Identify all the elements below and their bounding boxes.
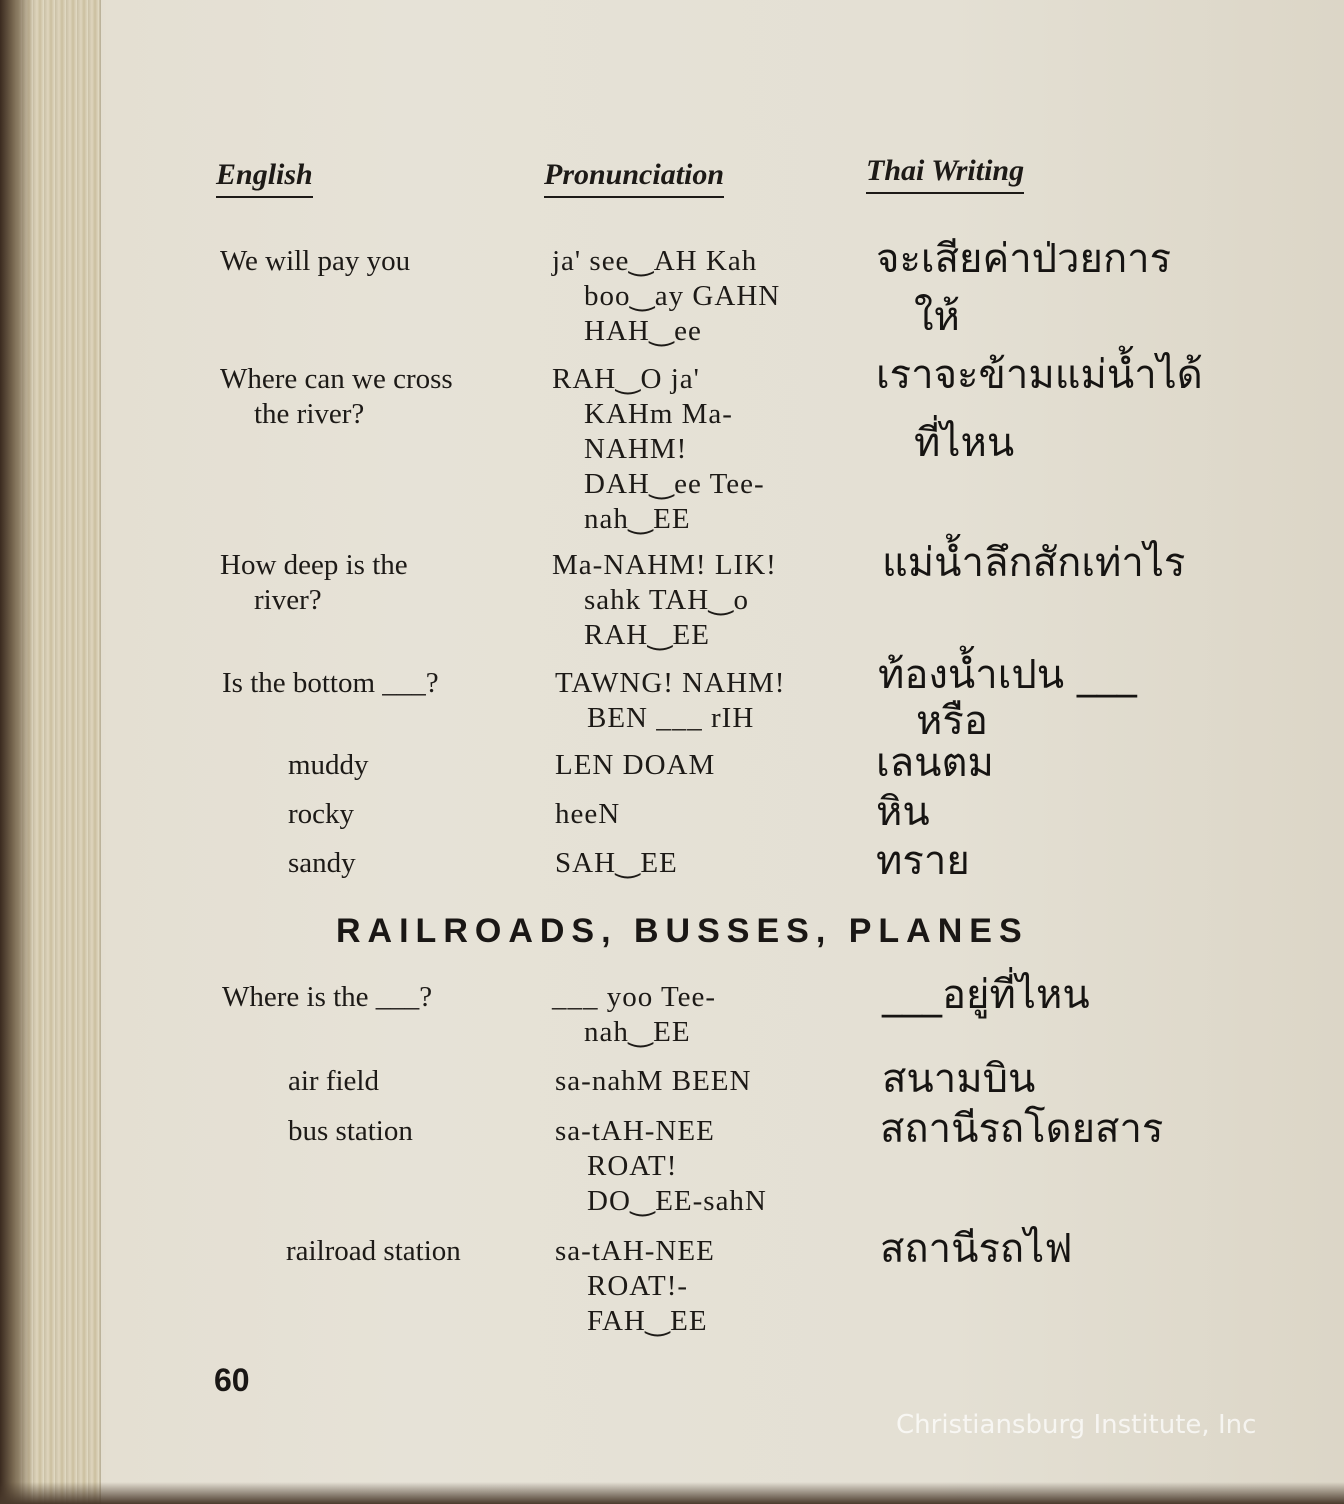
english-line: Is the bottom ___? bbox=[222, 667, 439, 699]
pronunciation-line: RAH‿EE bbox=[584, 619, 710, 651]
pronunciation-text bbox=[555, 1064, 751, 1099]
english-text bbox=[220, 548, 408, 618]
header-pronunciation: Pronunciation bbox=[544, 158, 724, 198]
pronunciation-line: LEN DOAM bbox=[555, 749, 716, 781]
thai-text bbox=[876, 832, 970, 890]
english-line: sandy bbox=[288, 847, 356, 879]
pronunciation-line: sa-tAH-NEE bbox=[555, 1115, 715, 1147]
english-text bbox=[220, 362, 453, 432]
pronunciation-line: Ma-NAHM! LIK! bbox=[552, 549, 777, 581]
thai-line: ให้ bbox=[914, 294, 960, 340]
english-line: river? bbox=[254, 584, 322, 616]
thai-line: สถานีรถโดยสาร bbox=[880, 1106, 1164, 1152]
pronunciation-line: KAHm Ma- bbox=[584, 398, 733, 430]
pronunciation-line: ROAT!- bbox=[587, 1270, 689, 1302]
pronunciation-line: nah‿EE bbox=[584, 1016, 691, 1048]
pronunciation-line: ROAT! bbox=[587, 1150, 678, 1182]
pronunciation-text bbox=[555, 1114, 767, 1219]
pronunciation-line: BEN ___ rIH bbox=[587, 702, 755, 734]
english-line: muddy bbox=[288, 749, 369, 781]
thai-line: ทราย bbox=[876, 838, 970, 884]
pronunciation-text bbox=[552, 244, 780, 349]
pronunciation-text bbox=[552, 362, 765, 537]
pronunciation-text bbox=[555, 1234, 715, 1339]
thai-line: สนามบิน bbox=[882, 1056, 1036, 1102]
english-line: Where can we cross bbox=[220, 363, 453, 395]
pronunciation-text bbox=[555, 797, 620, 832]
watermark: Christiansburg Institute, Inc bbox=[896, 1410, 1257, 1440]
section-title: RAILROADS, BUSSES, PLANES bbox=[336, 912, 1029, 950]
thai-line: หิน bbox=[876, 789, 930, 835]
pronunciation-line: sa-nahM BEEN bbox=[555, 1065, 752, 1097]
thai-line: สถานีรถไฟ bbox=[880, 1226, 1073, 1272]
thai-text bbox=[878, 652, 1137, 744]
english-line: How deep is the bbox=[220, 549, 408, 581]
pronunciation-text bbox=[555, 666, 785, 736]
pronunciation-line: ___ yoo Tee- bbox=[552, 981, 717, 1013]
pronunciation-line: DAH‿ee Tee- bbox=[584, 468, 765, 500]
header-thai: Thai Writing bbox=[866, 154, 1024, 194]
thai-text bbox=[882, 534, 1185, 592]
pronunciation-text bbox=[555, 748, 715, 783]
english-text bbox=[288, 748, 369, 783]
english-text bbox=[288, 846, 356, 881]
english-text bbox=[288, 1064, 379, 1099]
page-number: 60 bbox=[214, 1362, 250, 1398]
pronunciation-text bbox=[552, 548, 777, 653]
pronunciation-line: FAH‿EE bbox=[587, 1305, 708, 1337]
english-line: the river? bbox=[254, 398, 365, 430]
thai-text bbox=[880, 1220, 1073, 1278]
english-line: Where is the ___? bbox=[222, 981, 433, 1013]
english-text bbox=[222, 666, 439, 701]
english-line: We will pay you bbox=[220, 245, 411, 277]
english-line: railroad station bbox=[286, 1235, 461, 1267]
pronunciation-line: heeN bbox=[555, 798, 621, 830]
pronunciation-line: SAH‿EE bbox=[555, 847, 678, 879]
english-line: air field bbox=[288, 1065, 379, 1097]
pronunciation-line: HAH‿ee bbox=[584, 315, 702, 347]
english-text bbox=[220, 244, 410, 279]
pronunciation-line: DO‿EE-sahN bbox=[587, 1185, 767, 1217]
pronunciation-text bbox=[555, 846, 678, 881]
english-text bbox=[286, 1234, 461, 1269]
thai-text bbox=[880, 1100, 1163, 1158]
pronunciation-line: RAH‿O ja' bbox=[552, 363, 700, 395]
english-text bbox=[288, 797, 354, 832]
pronunciation-line: nah‿EE bbox=[584, 503, 691, 535]
thai-line: แม่น้ำลึกสักเท่าไร bbox=[882, 540, 1186, 586]
english-text bbox=[222, 980, 432, 1015]
page-edges bbox=[0, 0, 101, 1504]
thai-line: ที่ไหน bbox=[914, 420, 1015, 466]
pronunciation-line: sahk TAH‿o bbox=[584, 584, 749, 616]
thai-line: ___อยู่ที่ไหน bbox=[882, 972, 1090, 1018]
pronunciation-line: ja' see‿AH Kah bbox=[552, 245, 758, 277]
pronunciation-line: TAWNG! NAHM! bbox=[555, 667, 786, 699]
thai-line: จะเสียค่าป่วยการ bbox=[876, 236, 1172, 282]
pronunciation-line: sa-tAH-NEE bbox=[555, 1235, 715, 1267]
thai-line: ท้องน้ำเปน ___ bbox=[878, 652, 1137, 698]
thai-line: เราจะข้ามแม่น้ำได้ bbox=[876, 352, 1203, 398]
pronunciation-text bbox=[552, 980, 716, 1050]
english-text bbox=[288, 1114, 413, 1149]
english-line: rocky bbox=[288, 798, 355, 830]
thai-text bbox=[876, 346, 1203, 472]
pronunciation-line: NAHM! bbox=[584, 433, 688, 465]
thai-line: เลนตม bbox=[876, 740, 994, 786]
thai-text bbox=[882, 966, 1090, 1024]
english-line: bus station bbox=[288, 1115, 413, 1147]
header-english: English bbox=[216, 158, 313, 198]
pronunciation-line: boo‿ay GAHN bbox=[584, 280, 781, 312]
page-bottom-shadow bbox=[0, 1482, 1344, 1504]
thai-line: หรือ bbox=[916, 698, 988, 744]
thai-text bbox=[876, 230, 1171, 346]
